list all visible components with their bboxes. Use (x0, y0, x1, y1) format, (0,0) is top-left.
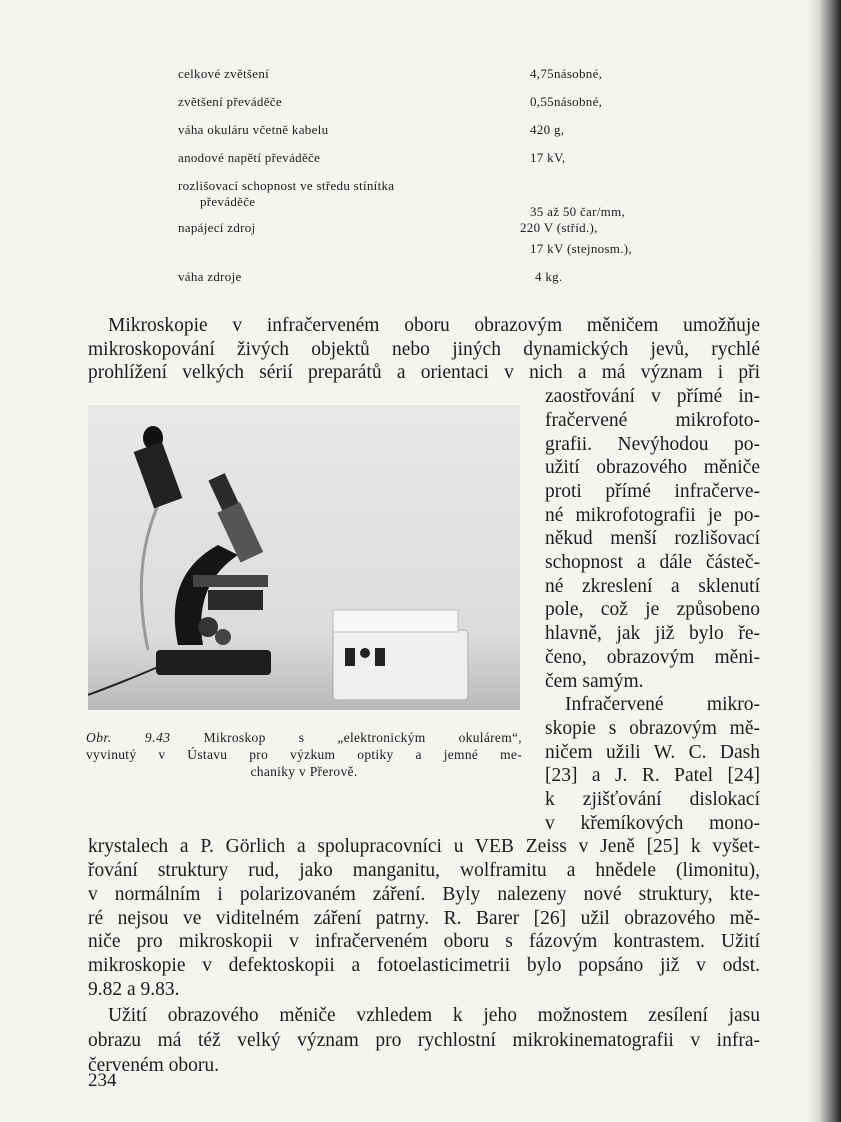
text-line: červeném oboru. (88, 1054, 220, 1076)
spec-label: převáděče (200, 194, 256, 209)
text-line: proti přímé infračerve- (545, 480, 760, 502)
caption-line: Mikroskop s „elektronickým okulárem“, (170, 730, 522, 745)
text-line: v normálním i polarizovaném záření. Byly nalezeny nové struktury, kte- (88, 883, 760, 905)
text-line: řování struktury rud, jako manganitu, wolframitu a hnědele (limonitu), (88, 860, 760, 882)
text-line: krystalech a P. Görlich a spolupracovníci u VEB Zeiss v Jeně [25] k vyšet- (88, 836, 760, 858)
book-binding-shadow (807, 0, 841, 1122)
text-line: mikroskopie v defektoskopii a fotoelasticimetrii bylo popsáno již v odst. (88, 954, 760, 976)
spec-value: 4,75násobné, (530, 66, 603, 81)
spec-label: váha zdroje (178, 269, 242, 284)
spec-label: napájecí zdroj (178, 220, 256, 235)
figure-label: Obr. 9.43 (86, 730, 171, 745)
text-line: fračervené mikrofoto- (545, 409, 760, 431)
text-line: čeno, obrazovým měni- (545, 646, 760, 668)
text-line: prohlížení velkých sérií preparátů a orientaci v nich a má význam i při (88, 362, 760, 384)
spec-value: 4 kg. (535, 269, 563, 284)
spec-label: rozlišovací schopnost ve středu stínítka (178, 178, 395, 193)
figure-caption (86, 729, 522, 780)
spec-value: 17 kV (stejnosm.), (530, 241, 632, 256)
text-line: mikroskopování živých objektů nebo jiných dynamických jevů, rychlé (88, 338, 760, 360)
text-line: niče pro mikroskopii v infračerveném oboru s fázovým kontrastem. Užití (88, 931, 760, 953)
text-line: Infračervené mikro- (565, 694, 760, 716)
text-line: hlavně, jak již bylo ře- (545, 623, 760, 645)
spec-value: 17 kV, (530, 150, 566, 165)
text-line: někud menší rozlišovací (545, 528, 760, 550)
spec-value: 220 V (stříd.), (520, 220, 598, 235)
text-line: 9.82 a 9.83. (88, 978, 180, 1000)
text-line: grafii. Nevýhodou po- (545, 433, 760, 455)
text-line: Užití obrazového měniče vzhledem k jeho možnostem zesílení jasu (108, 1005, 760, 1027)
text-line: užití obrazového měniče (545, 457, 760, 479)
text-line: [23] a J. R. Patel [24] (545, 765, 760, 787)
text-line: né zkreslení a sklenutí (545, 575, 760, 597)
spec-value: 35 až 50 čar/mm, (530, 204, 626, 219)
caption-line: chaniky v Přerově. (250, 764, 358, 779)
text-line: skopie s obrazovým mě- (545, 717, 760, 739)
spec-label: anodové napětí převáděče (178, 150, 321, 165)
text-line: Mikroskopie v infračerveném oboru obrazovým měničem umožňuje (108, 315, 760, 336)
text-line: k zjišťování dislokací (545, 789, 760, 810)
text-line: v křemíkových mono- (545, 812, 760, 834)
text-line: pole, což je způsobeno (545, 599, 760, 621)
text-line: ničem užili W. C. Dash (545, 741, 760, 763)
spec-label: váha okuláru včetně kabelu (178, 122, 329, 137)
text-line: né mikrofotografii je po- (545, 504, 760, 526)
microscope-photo (88, 405, 520, 710)
spec-value: 0,55násobné, (530, 94, 603, 109)
text-line: schopnost a dále částeč- (545, 552, 760, 573)
caption-line: vyvinutý v Ústavu pro výzkum optiky a jemné me- (86, 747, 522, 762)
page-number: 234 (88, 1070, 117, 1091)
text-line: ré nejsou ve viditelném záření patrny. R. Barer [26] užil obrazového mě- (88, 907, 760, 929)
text-line: zaostřování v přímé in- (545, 386, 760, 408)
text-line: obrazu má též velký význam pro rychlostní mikrokinematografii v infra- (88, 1030, 760, 1051)
spec-label: celkové zvětšení (178, 66, 270, 81)
text-line: čem samým. (545, 670, 644, 692)
spec-value: 420 g, (530, 122, 565, 137)
spec-label: zvětšení převáděče (178, 94, 282, 109)
